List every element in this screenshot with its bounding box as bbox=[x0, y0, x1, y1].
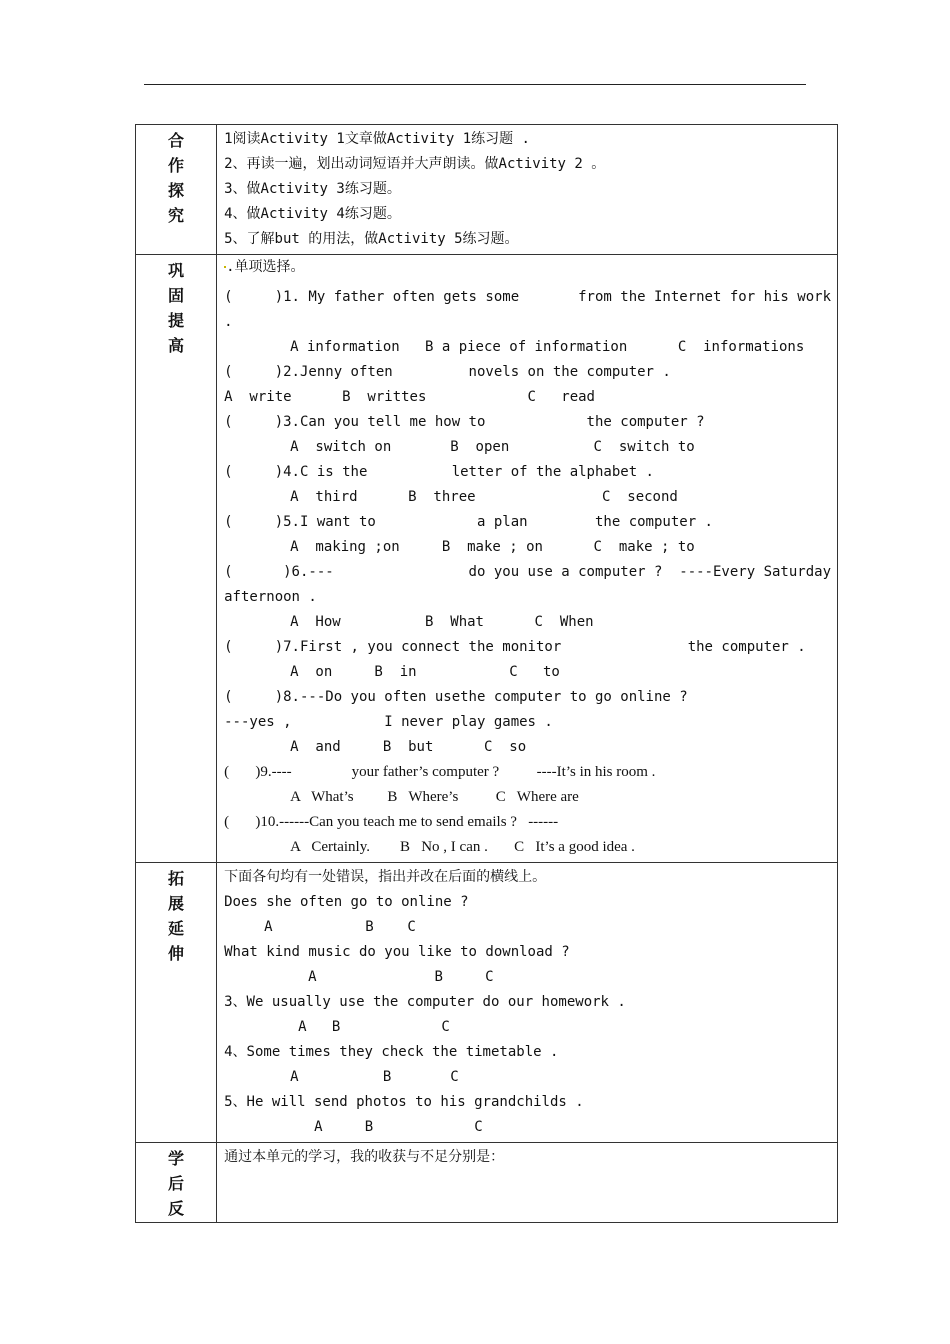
section-consolidate bbox=[136, 255, 838, 863]
question-6: ( )6.--- do you use a computer ? ----Every Saturday bbox=[224, 564, 831, 580]
error-sentence-4: 4、Some times they check the timetable . bbox=[224, 1044, 559, 1060]
label-char: 固 bbox=[168, 286, 185, 305]
section-label-reflect bbox=[136, 1143, 217, 1223]
section-cooperate bbox=[136, 125, 838, 255]
error-sentence-1: Does she often go to online ? bbox=[224, 894, 469, 910]
options-3: A switch on B open C switch to bbox=[290, 439, 695, 455]
error-markers-1: A B C bbox=[264, 919, 416, 935]
label-char: 究 bbox=[168, 206, 185, 225]
label-char: 高 bbox=[168, 336, 185, 355]
options-8: A and B but C so bbox=[290, 739, 527, 755]
label-char: 作 bbox=[168, 156, 185, 175]
options-5: A making ;on B make ; on C make ; to bbox=[290, 539, 695, 555]
label-char: 提 bbox=[168, 311, 185, 330]
options-1: A information B a piece of information C informations bbox=[290, 339, 805, 355]
label-char: 后 bbox=[168, 1174, 185, 1193]
task-line: 5、了解but 的用法，做Activity 5练习题。 bbox=[224, 231, 519, 247]
task-line: 3、做Activity 3练习题。 bbox=[224, 181, 401, 197]
section-content-reflect bbox=[217, 1143, 838, 1223]
section-label-extend bbox=[136, 863, 217, 1143]
label-char: 拓 bbox=[168, 869, 185, 888]
error-markers-3: A B C bbox=[298, 1019, 450, 1035]
label-char: 伸 bbox=[168, 944, 185, 963]
question-4: ( )4.C is the letter of the alphabet . bbox=[224, 464, 654, 480]
question-5: ( )5.I want to a plan the computer . bbox=[224, 514, 713, 530]
label-char: 合 bbox=[168, 131, 185, 150]
label-char: 学 bbox=[168, 1149, 185, 1168]
options-6: A How B What C When bbox=[290, 614, 594, 630]
instruction: 下面各句均有一处错误，指出并改在后面的横线上。 bbox=[224, 869, 547, 885]
options-9: A What’s B Where’s C Where are bbox=[290, 789, 579, 805]
question-1: ( )1. My father often gets some from the Internet for his work bbox=[224, 289, 831, 305]
label-char: 探 bbox=[168, 181, 185, 200]
section-content-extend bbox=[217, 863, 838, 1143]
question-8: ( )8.---Do you often usethe computer to go online ? bbox=[224, 689, 688, 705]
question-9: ( )9.---- your father’s computer ? ----It’s in his room . bbox=[224, 764, 656, 780]
header-rule bbox=[144, 84, 806, 85]
question-3: ( )3.Can you tell me how to the computer ? bbox=[224, 414, 705, 430]
error-markers-5: A B C bbox=[314, 1119, 483, 1135]
section-content-consolidate bbox=[217, 255, 838, 863]
worksheet-table bbox=[135, 124, 838, 1223]
section-label-consolidate bbox=[136, 255, 217, 863]
question-10: ( )10.------Can you teach me to send emails ? ------ bbox=[224, 814, 559, 830]
section-reflect bbox=[136, 1143, 838, 1223]
question-7: ( )7.First , you connect the monitor the computer . bbox=[224, 639, 806, 655]
error-sentence-5: 5、He will send photos to his grandchilds . bbox=[224, 1094, 584, 1110]
section-label-cooperate bbox=[136, 125, 217, 255]
options-4: A third B three C second bbox=[290, 489, 678, 505]
task-line: 1阅读Activity 1文章做Activity 1练习题 . bbox=[224, 131, 530, 147]
question-2: ( )2.Jenny often novels on the computer . bbox=[224, 364, 671, 380]
options-2: A write B writtes C read bbox=[224, 389, 595, 405]
options-7: A on B in C to bbox=[290, 664, 560, 680]
error-sentence-3: 3、We usually use the computer do our homework . bbox=[224, 994, 626, 1010]
task-line: 2、再读一遍，划出动词短语并大声朗读。做Activity 2 。 bbox=[224, 156, 606, 172]
task-line: 4、做Activity 4练习题。 bbox=[224, 206, 401, 222]
label-char: 展 bbox=[168, 894, 185, 913]
label-char: 延 bbox=[168, 919, 185, 938]
error-sentence-2: What kind music do you like to download ? bbox=[224, 944, 570, 960]
heading-text: .单项选择。 bbox=[226, 259, 305, 275]
question-6-cont: afternoon . bbox=[224, 589, 317, 605]
reflection-prompt: 通过本单元的学习，我的收获与不足分别是： bbox=[224, 1149, 505, 1165]
error-markers-2: A B C bbox=[308, 969, 494, 985]
error-markers-4: A B C bbox=[290, 1069, 459, 1085]
question-1-cont: . bbox=[224, 314, 233, 330]
options-10: A Certainly. B No , I can . C It’s a good idea . bbox=[290, 839, 635, 855]
label-char: 反 bbox=[168, 1199, 185, 1218]
label-char: 巩 bbox=[168, 261, 185, 280]
section-content-cooperate bbox=[217, 125, 838, 255]
section-extend bbox=[136, 863, 838, 1143]
section-heading bbox=[224, 255, 831, 285]
question-8-cont: ---yes , I never play games . bbox=[224, 714, 553, 730]
